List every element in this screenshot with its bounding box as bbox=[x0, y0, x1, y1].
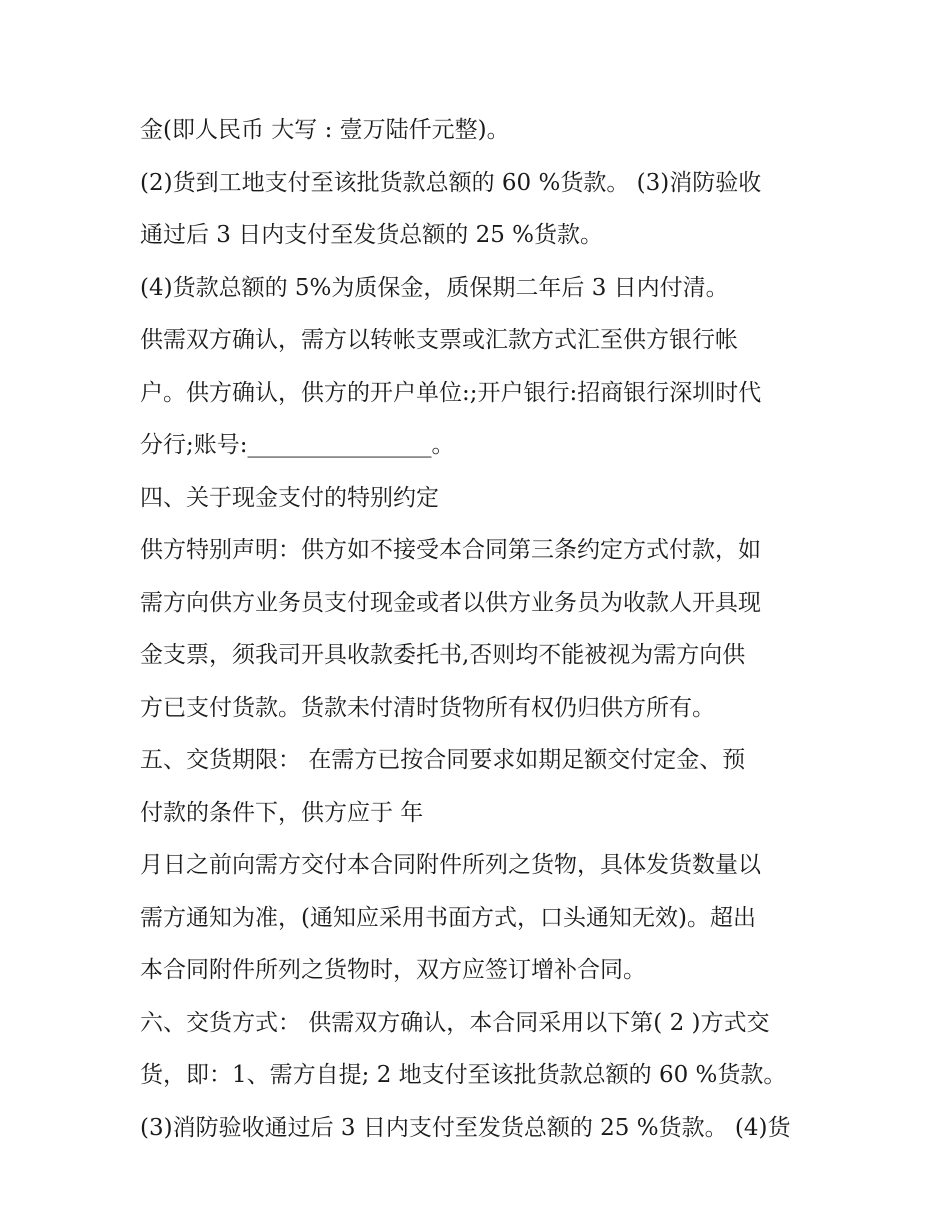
text-line-bank-account-info: 户。供方确认，供方的开户单位:;开户银行:招商银行深圳时代 bbox=[140, 379, 762, 406]
text-line-payment-clause-2: (2)货到工地支付至该批货款总额的 60 %货款。 (3)消防验收 bbox=[140, 169, 762, 196]
text-line-account-number: 分行;账号:________________。 bbox=[140, 432, 455, 458]
text-line-cash-statement-3: 金支票，须我司开具收款委托书,否则均不能被视为需方向供 bbox=[140, 642, 746, 668]
text-line-payment-clause-4: (4)货款总额的 5%为质保金，质保期二年后 3 日内付清。 bbox=[140, 274, 729, 301]
text-line-cash-statement-1: 供方特别声明：供方如不接受本合同第三条约定方式付款，如 bbox=[140, 537, 761, 563]
text-line-delivery-deadline-2: 月日之前向需方交付本合同附件所列之货物，具体发货数量以 bbox=[140, 852, 761, 878]
text-line-delivery-deadline-3: 需方通知为准，(通知应采用书面方式，口头通知无效)。超出 bbox=[140, 904, 756, 931]
text-line-delivery-deadline-1: 付款的条件下，供方应于 年 bbox=[140, 799, 424, 826]
contract-text bbox=[140, 104, 820, 1154]
text-line-delivery-method-2: (3)消防验收通过后 3 日内支付至发货总额的 25 %货款。 (4)货 bbox=[140, 1114, 791, 1141]
text-line-cash-statement-2: 需方向供方业务员支付现金或者以供方业务员为收款人开具现 bbox=[140, 589, 761, 616]
text-line-delivery-deadline-4: 本合同附件所列之货物时，双方应签订增补合同。 bbox=[140, 957, 646, 983]
text-line-payment-amount: 金(即人民币 大写 : 壹万陆仟元整)。 bbox=[140, 117, 510, 143]
section-heading-delivery-deadline: 五、交货期限： 在需方已按合同要求如期足额交付定金、预 bbox=[140, 747, 746, 773]
section-heading-delivery-method: 六、交货方式： 供需双方确认，本合同采用以下第( 2 )方式交 bbox=[140, 1009, 770, 1036]
section-heading-cash-payment: 四、关于现金支付的特别约定 bbox=[140, 484, 439, 511]
text-line-cash-statement-4: 方已支付货款。货款未付清时货物所有权仍归供方所有。 bbox=[140, 694, 715, 721]
text-line-payment-clause-3: 通过后 3 日内支付至发货总额的 25 %货款。 bbox=[140, 222, 603, 248]
text-line-delivery-method-1: 货，即：1、需方自提; 2 地支付至该批货款总额的 60 %货款。 bbox=[140, 1062, 787, 1088]
text-line-bank-transfer: 供需双方确认，需方以转帐支票或汇款方式汇至供方银行帐 bbox=[140, 327, 738, 353]
